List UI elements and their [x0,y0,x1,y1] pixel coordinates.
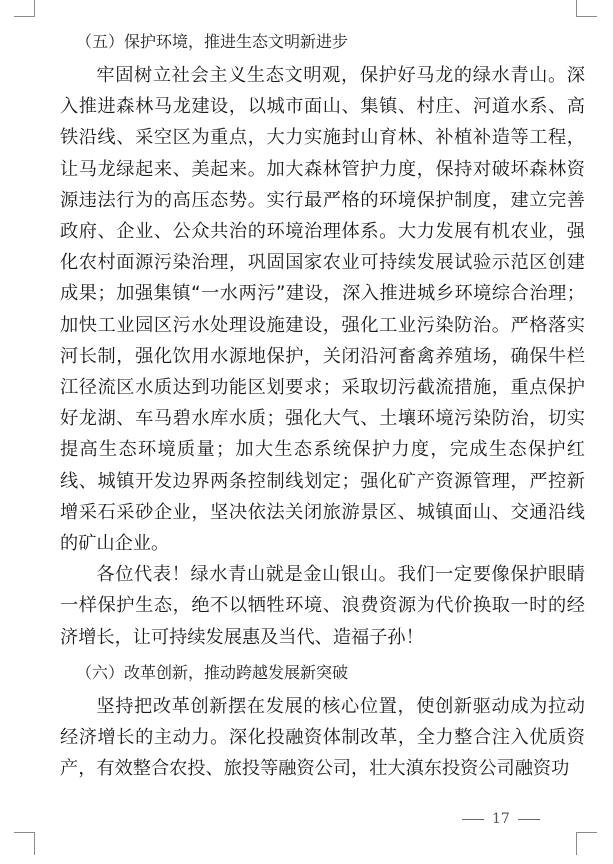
page-footer [462,809,562,829]
crop-mark-top-right [576,0,597,17]
footer-dash-right [518,819,540,820]
crop-mark-bottom-left [14,832,35,855]
page-body [60,28,585,784]
section-heading-6: （六）改革创新，推动跨越发展新突破 [76,662,349,682]
section-heading-5: （五）保护环境，推进生态文明新进步 [76,32,349,51]
crop-mark-top-left [14,0,35,17]
section-5-paragraph-2: 各位代表！绿水青山就是金山银山。我们一定要像保护眼睛一样保护生态，绝不以牺牲环境、浪费资源为代价换取一时的经济增长，让可持续发展惠及当代、造福子孙！ [60,564,585,648]
section-6-paragraph-1: 坚持把改革创新摆在发展的核心位置，使创新驱动成为拉动经济增长的主动力。深化投融资体制改革，全力整合注入优质资产，有效整合农投、旅投等融资公司，壮大滇东投资公司融资功 [60,695,585,780]
section-5-paragraph-1: 牢固树立社会主义生态文明观，保护好马龙的绿水青山。深入推进森林马龙建设，以城市面山、集镇、村庄、河道水系、高铁沿线、采空区为重点，大力实施封山育林、补植补造等工程，让马龙绿起来、美起来。加大森林管护力度，保持对破坏森林资源违法行为的高压态势。实行最严格的环境保护制度，建立完善政府、企业、公众共治的环境治理体系。大力发展有机农业，强化农村面源污染治理，巩固国家农业可持续发展试验示范区创建成果；加强集镇“一水两污”建设，深入推进城乡环境综合治理；加快工业园区污水处理设施建设，强化工业污染防治。严格落实河长制，强化饮用水源地保护，关闭沿河畜禽养殖场，确保牛栏江径流区水质达到功能区划要求；采取切污截流措施，重点保护好龙湖、车马碧水库水质；强化大气、土壤环境污染防治，切实提高生态环境质量；加大生态系统保护力度，完成生态保护红线、城镇开发边界两条控制线划定；强化矿产资源管理，严控新增采石采砂企业，坚决依法关闭旅游景区、城镇面山、交通沿线的矿山企业。 [60,65,585,555]
page-number: 17 [492,811,510,827]
crop-mark-bottom-right [576,832,597,855]
footer-dash-left [462,819,484,820]
